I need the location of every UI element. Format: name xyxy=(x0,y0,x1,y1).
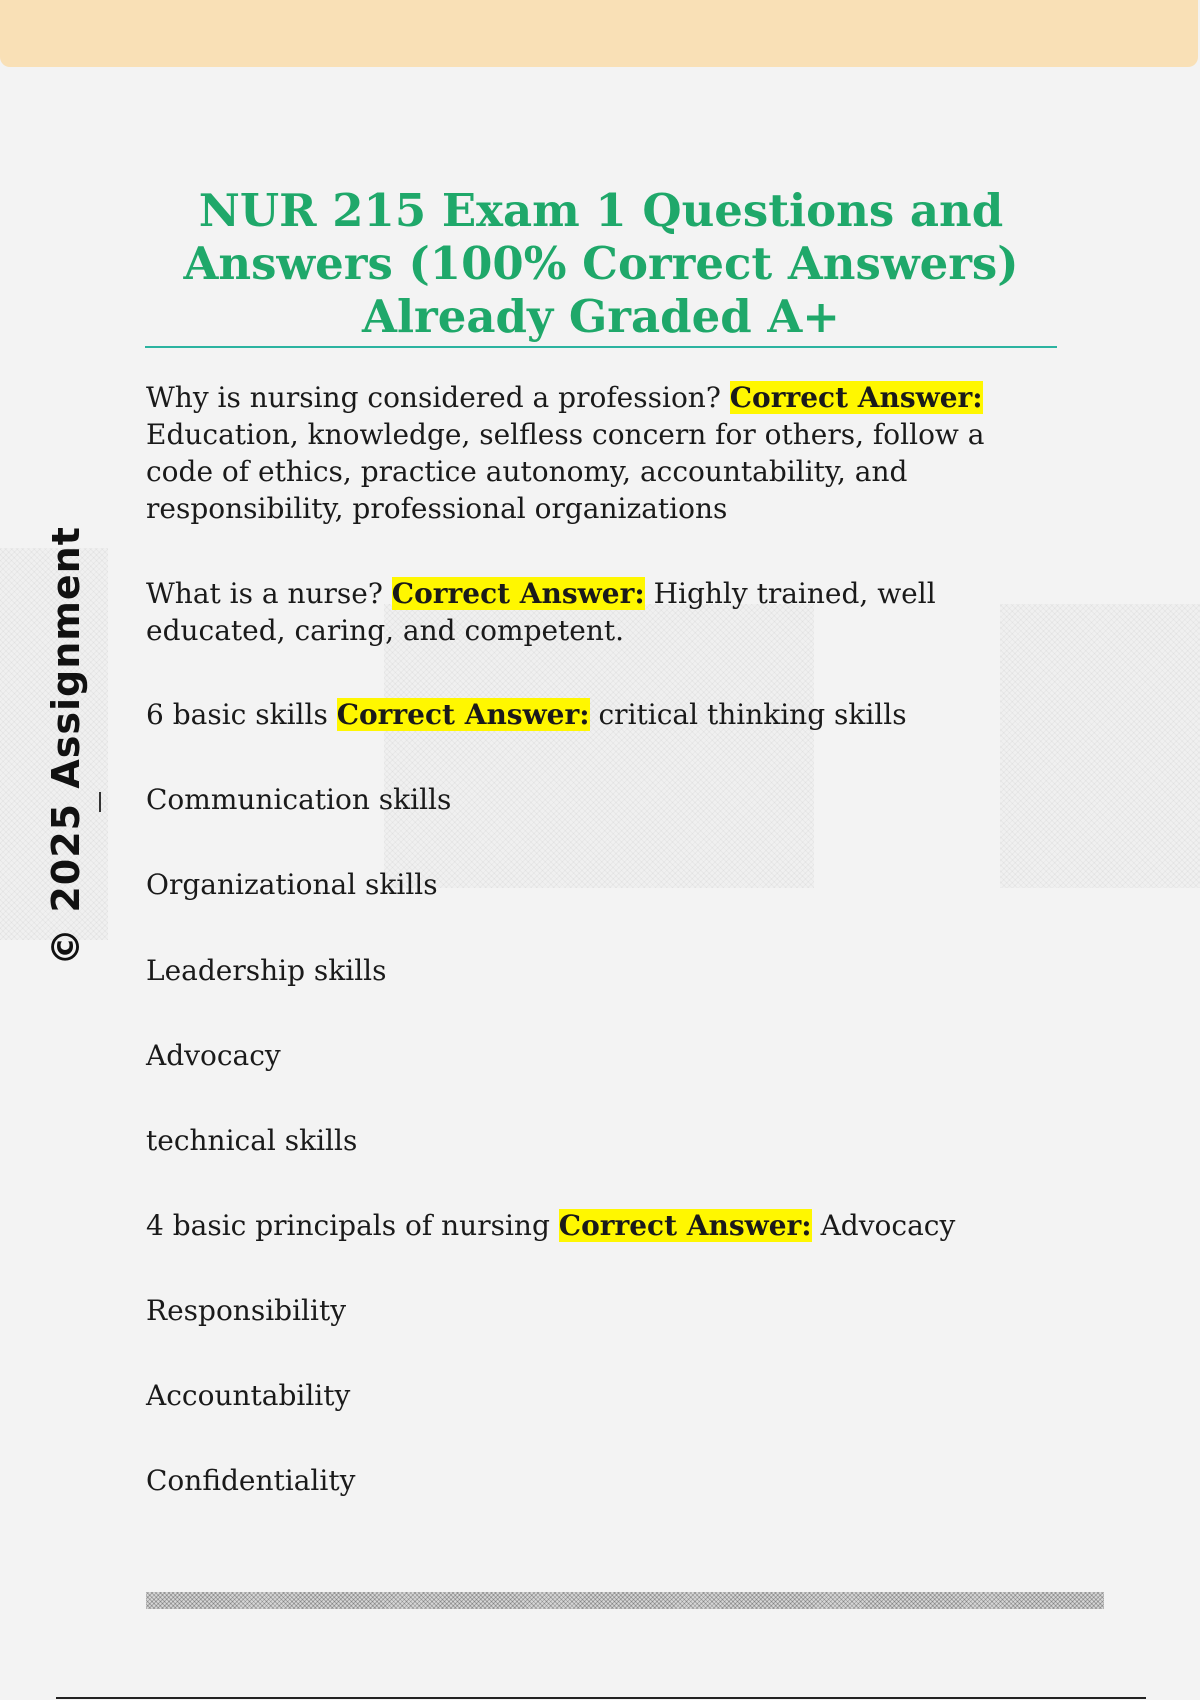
correct-answer-label: Correct Answer: xyxy=(729,381,983,414)
copyright-watermark: © 2025 Assignment xyxy=(44,526,88,966)
qa-item xyxy=(146,575,1026,649)
question-text: 6 basic skills xyxy=(146,698,328,731)
list-item: technical skills xyxy=(146,1124,358,1157)
qa-item xyxy=(146,379,1026,527)
list-item: Confidentiality xyxy=(146,1464,356,1497)
answer-text: Advocacy xyxy=(820,1209,956,1242)
list-item: Communication skills xyxy=(146,783,452,816)
background-texture xyxy=(1000,604,1200,888)
top-banner xyxy=(0,0,1198,67)
bottom-rule xyxy=(56,1697,1146,1699)
question-text: Why is nursing considered a profession? xyxy=(146,381,721,414)
answer-text: critical thinking skills xyxy=(598,698,907,731)
answer-text: Highly trained, well educated, caring, and competent. xyxy=(146,577,936,647)
answer-text: Education, knowledge, selfless concern for others, follow a code of ethics, practice autonomy, accountability, and responsibility, professional organizations xyxy=(146,418,985,525)
list-item: Responsibility xyxy=(146,1294,347,1327)
margin-tick xyxy=(99,792,101,812)
footer-pattern xyxy=(146,1592,1104,1609)
correct-answer-label: Correct Answer: xyxy=(558,1209,812,1242)
qa-item xyxy=(146,696,1026,733)
list-item: Advocacy xyxy=(146,1039,281,1072)
list-item: Leadership skills xyxy=(146,954,387,987)
qa-item xyxy=(146,1207,1026,1244)
question-text: What is a nurse? xyxy=(146,577,383,610)
title-underline xyxy=(145,346,1057,348)
list-item: Accountability xyxy=(146,1379,351,1412)
list-item: Organizational skills xyxy=(146,868,438,901)
question-text: 4 basic principals of nursing xyxy=(146,1209,550,1242)
document-title: NUR 215 Exam 1 Questions and Answers (100% Correct Answers) Already Graded A+ xyxy=(183,184,1019,343)
correct-answer-label: Correct Answer: xyxy=(336,698,590,731)
correct-answer-label: Correct Answer: xyxy=(391,577,645,610)
